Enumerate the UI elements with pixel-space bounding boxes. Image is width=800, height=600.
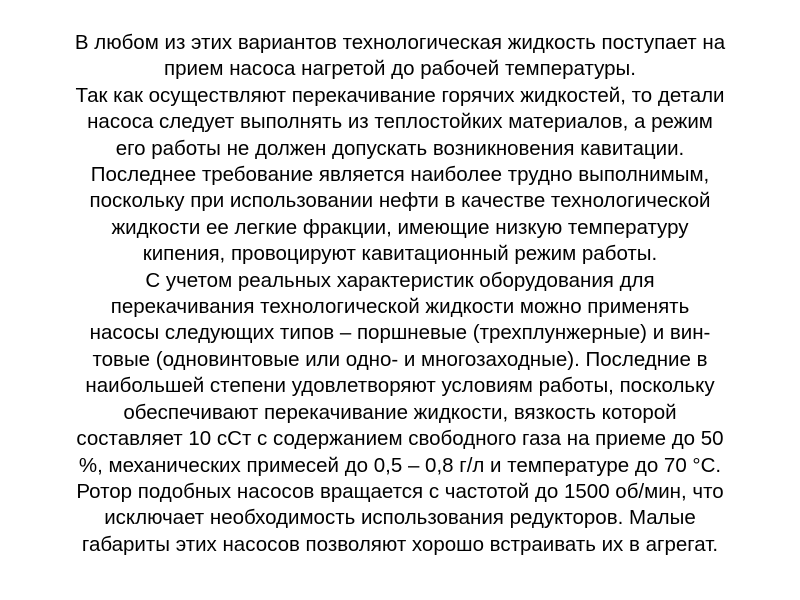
text-line: Так как осуществляют перекачивание горячих жидкостей, то детали <box>75 83 725 107</box>
text-line: %, механических примесей до 0,5 – 0,8 г/л и температуре до 70 °С. <box>78 453 722 477</box>
text-line: товые (одновинтовые или одно- и многозаходные). Последние в <box>92 347 708 371</box>
text-line: Ротор подобных насосов вращается с частотой до 1500 об/мин, что <box>76 479 724 503</box>
text-line: габариты этих насосов позволяют хорошо встраивать их в агрегат. <box>81 532 719 556</box>
text-line: наибольшей степени удовлетворяют условиям работы, поскольку <box>85 374 715 398</box>
text-line: насоса следует выполнять из теплостойких материалов, а режим <box>87 110 713 134</box>
text-line: поскольку при использовании нефти в качестве технологической <box>89 189 711 213</box>
text-line: его работы не должен допускать возникновения кавитации. <box>115 136 685 160</box>
text-line: В любом из этих вариантов технологическая жидкость поступает на <box>74 31 726 54</box>
text-line: жидкости ее легкие фракции, имеющие низкую температуру <box>111 215 689 239</box>
text-line: прием насоса нагретой до рабочей температуры. <box>164 57 636 81</box>
text-line: насосы следующих типов – поршневые (трехплунжерные) и вин- <box>89 321 711 345</box>
text-line: составляет 10 сСт с содержанием свободного газа на приеме до 50 <box>76 427 724 451</box>
text-line: обеспечивают перекачивание жидкости, вязкость которой <box>123 400 677 424</box>
text-line: исключает необходимость использования редукторов. Малые <box>104 506 696 530</box>
body-text <box>30 30 770 558</box>
text-line: кипения, провоцируют кавитационный режим работы. <box>142 242 658 266</box>
text-line: С учетом реальных характеристик оборудования для <box>145 268 655 292</box>
text-line: Последнее требование является наиболее трудно выполнимым, <box>90 163 710 187</box>
text-line: перекачивания технологической жидкости можно применять <box>110 295 690 319</box>
